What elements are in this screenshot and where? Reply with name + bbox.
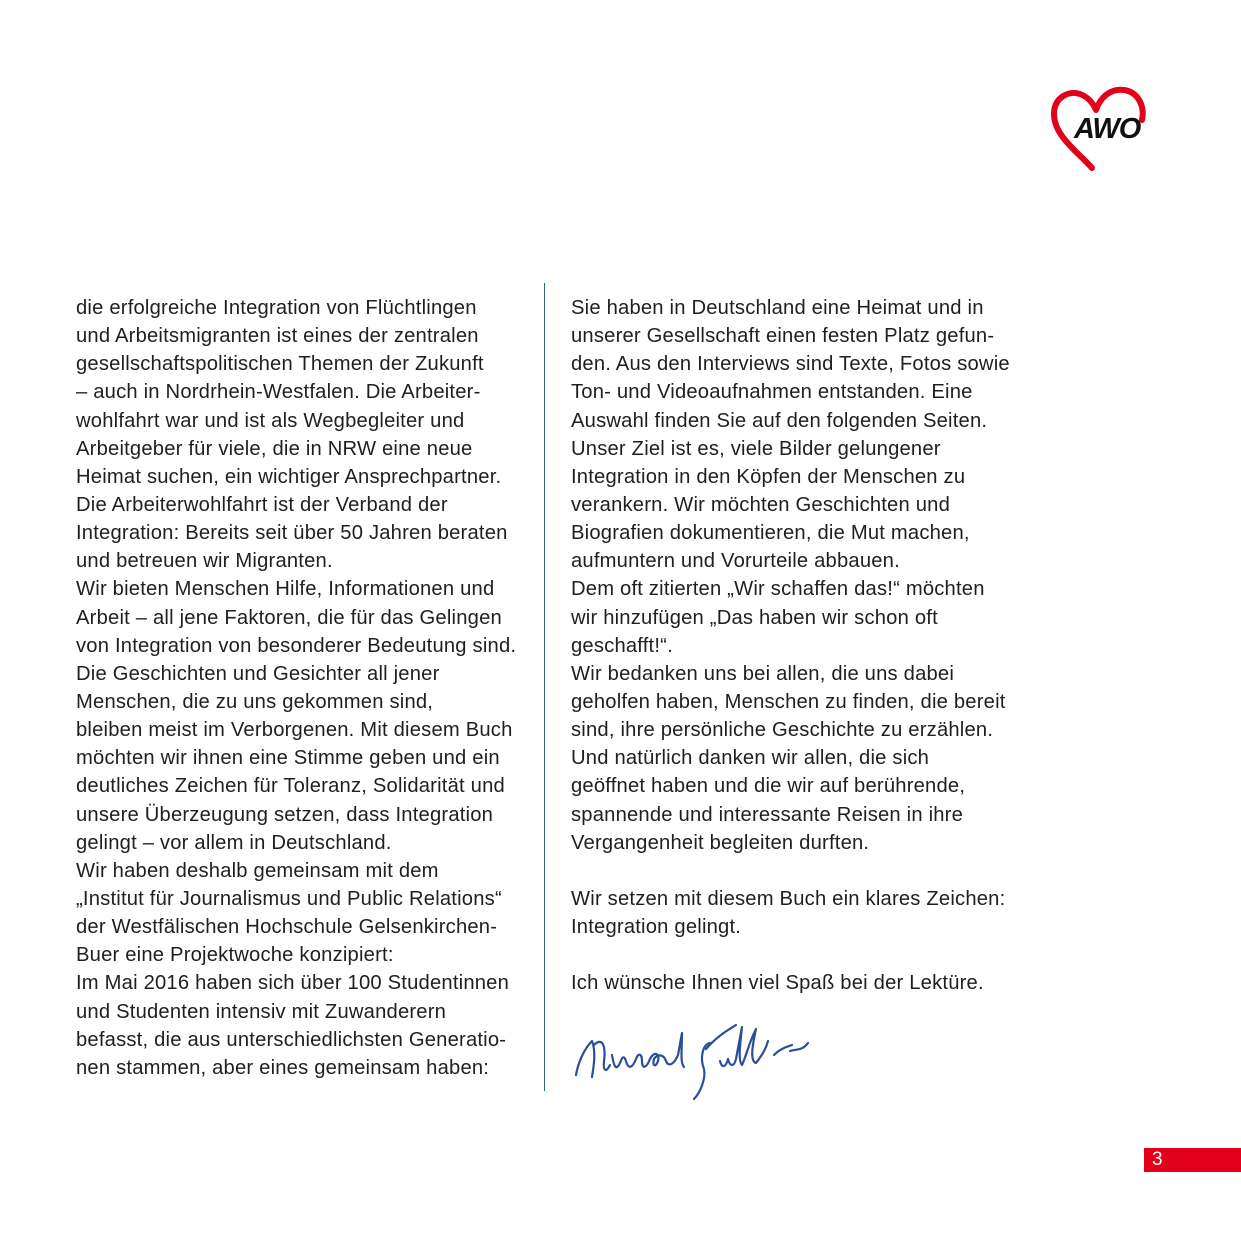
left-column-line: gelingt – vor allem in Deutschland. [76, 831, 392, 854]
left-column-line: Buer eine Projektwoche konzipiert: [76, 944, 394, 967]
left-column-line: und Studenten intensiv mit Zuwanderern [76, 1000, 447, 1023]
right-column-line: unserer Gesellschaft einen festen Platz gefun- [571, 325, 995, 348]
left-column-line: „Institut für Journalismus und Public Relations“ [76, 887, 502, 910]
handwritten-signature [570, 1015, 840, 1107]
right-column-line: den. Aus den Interviews sind Texte, Fotos sowie [571, 353, 1010, 376]
left-column-line: deutliches Zeichen für Toleranz, Solidarität und [76, 775, 505, 798]
right-column-line: Wir setzen mit diesem Buch ein klares Zeichen: [571, 887, 1006, 910]
right-column-line: spannende und interessante Reisen in ihre [571, 803, 964, 826]
right-column-line: Integration in den Köpfen der Menschen zu [571, 465, 966, 488]
left-column-line: und Arbeitsmigranten ist eines der zentralen [76, 325, 479, 348]
right-column-line: sind, ihre persönliche Geschichte zu erzählen. [571, 719, 994, 742]
right-column-line: Und natürlich danken wir allen, die sich [571, 747, 930, 770]
left-column-line: Arbeit – all jene Faktoren, die für das Gelingen [76, 606, 502, 629]
left-column-line: Integration: Bereits seit über 50 Jahren beraten [76, 522, 508, 545]
right-column-line: Auswahl finden Sie auf den folgenden Seiten. [571, 409, 988, 432]
left-column-line: Menschen, die zu uns gekommen sind, [76, 690, 434, 713]
left-column-line: unsere Überzeugung setzen, dass Integration [76, 803, 494, 826]
right-column-line: Biografien dokumentieren, die Mut machen, [571, 522, 970, 545]
left-column-line: befasst, die aus unterschiedlichsten Generatio- [76, 1028, 507, 1051]
left-column-line: gesellschaftspolitischen Themen der Zukunft [76, 353, 484, 376]
left-column-line: von Integration von besonderer Bedeutung sind. [76, 634, 517, 657]
page-number: 3 [1152, 1149, 1163, 1170]
left-column-line: bleiben meist im Verborgenen. Mit diesem Buch [76, 719, 513, 742]
left-column-line: Arbeitgeber für viele, die in NRW eine neue [76, 437, 473, 460]
left-text-column [76, 294, 516, 1082]
column-divider [544, 283, 545, 1091]
left-column-line: Die Arbeiterwohlfahrt ist der Verband der [76, 493, 448, 516]
left-column-line: – auch in Nordrhein-Westfalen. Die Arbeiter- [76, 381, 481, 404]
left-column-line: Wir bieten Menschen Hilfe, Informationen und [76, 578, 495, 601]
right-column-line: verankern. Wir möchten Geschichten und [571, 493, 950, 516]
right-column-line: aufmuntern und Vorurteile abbauen. [571, 550, 900, 573]
right-column-line [571, 857, 1010, 885]
right-column-line: Wir bedanken uns bei allen, die uns dabei [571, 662, 955, 685]
page-number-tab [1144, 1148, 1241, 1172]
left-column-line: nen stammen, aber eines gemeinsam haben: [76, 1056, 490, 1079]
left-column-line: und betreuen wir Migranten. [76, 550, 333, 573]
right-column-line: Ich wünsche Ihnen viel Spaß bei der Lektüre. [571, 972, 984, 995]
right-column-line: geholfen haben, Menschen zu finden, die bereit [571, 690, 1006, 713]
left-column-line: möchten wir ihnen eine Stimme geben und ein [76, 747, 500, 770]
right-column-line: Dem oft zitierten „Wir schaffen das!“ möchten [571, 578, 985, 601]
right-column-line: Unser Ziel ist es, viele Bilder gelungener [571, 437, 941, 460]
right-column-line: wir hinzufügen „Das haben wir schon oft [571, 606, 938, 629]
right-column-line: Sie haben in Deutschland eine Heimat und in [571, 297, 984, 319]
right-column-line: Vergangenheit begleiten durften. [571, 831, 870, 854]
left-column-line: Die Geschichten und Gesichter all jener [76, 662, 440, 685]
left-column-line: die erfolgreiche Integration von Flüchtlingen [76, 297, 477, 319]
logo-text: AWO [1074, 113, 1141, 145]
right-column-line: geschafft!“. [571, 634, 673, 657]
right-text-column [571, 294, 1010, 998]
right-column-line: geöffnet haben und die wir auf berührende, [571, 775, 966, 798]
right-column-line: Ton- und Videoaufnahmen entstanden. Eine [571, 381, 973, 404]
right-column-line [571, 941, 1010, 969]
left-column-line: Im Mai 2016 haben sich über 100 Studentinnen [76, 972, 510, 995]
left-column-line: Wir haben deshalb gemeinsam mit dem [76, 859, 439, 882]
left-column-line: wohlfahrt war und ist als Wegbegleiter und [76, 409, 465, 432]
left-column-line: Heimat suchen, ein wichtiger Ansprechpartner. [76, 465, 502, 488]
right-column-line: Integration gelingt. [571, 916, 742, 939]
awo-logo [1048, 86, 1152, 174]
left-column-line: der Westfälischen Hochschule Gelsenkirchen- [76, 916, 498, 939]
